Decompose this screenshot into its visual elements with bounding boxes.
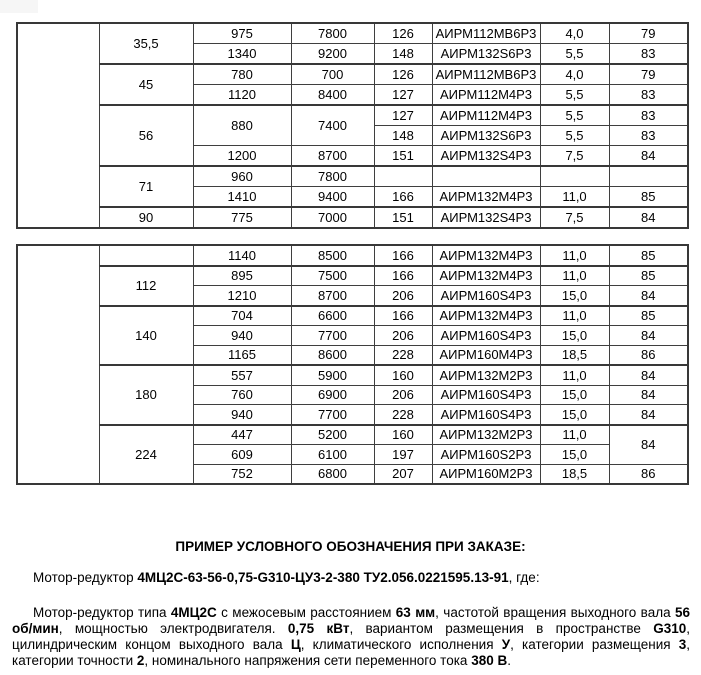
motor-type-cell: АИРМ112М4Р3 bbox=[432, 85, 540, 106]
motor-type-cell: АИРМ160S4Р3 bbox=[432, 286, 540, 306]
table-cell: 126 bbox=[374, 23, 432, 44]
motor-type-cell: АИРМ112М4Р3 bbox=[432, 105, 540, 126]
table-cell: 557 bbox=[193, 365, 291, 385]
motor-type-cell: АИРМ132S4Р3 bbox=[432, 207, 540, 228]
table-cell: 7700 bbox=[291, 326, 374, 346]
table-cell: 895 bbox=[193, 266, 291, 286]
motor-type-cell: АИРМ160S2Р3 bbox=[432, 445, 540, 465]
motor-type-cell: АИРМ112МВ6Р3 bbox=[432, 64, 540, 85]
table-cell: 6900 bbox=[291, 385, 374, 405]
table-cell: 83 bbox=[609, 126, 688, 146]
table-cell: 206 bbox=[374, 385, 432, 405]
table-cell: 7,5 bbox=[540, 207, 609, 228]
table-cell: 79 bbox=[609, 23, 688, 44]
table-cell: 15,0 bbox=[540, 385, 609, 405]
table-cell: 7500 bbox=[291, 266, 374, 286]
table-cell: 160 bbox=[374, 365, 432, 385]
designation-description bbox=[12, 605, 690, 669]
table-cell: 15,0 bbox=[540, 445, 609, 465]
empty-speed-cell bbox=[99, 245, 193, 266]
table-cell: 148 bbox=[374, 126, 432, 146]
empty-cell bbox=[432, 166, 540, 187]
table-cell: 5900 bbox=[291, 365, 374, 385]
table-cell: 8500 bbox=[291, 245, 374, 266]
motor-type-cell: АИРМ160S4Р3 bbox=[432, 326, 540, 346]
table-cell: 752 bbox=[193, 464, 291, 484]
desc-segment: 63 мм bbox=[395, 605, 436, 620]
desc-segment: У bbox=[501, 637, 511, 652]
table-cell: 228 bbox=[374, 405, 432, 425]
speed-cell: 71 bbox=[99, 166, 193, 207]
table-cell: 15,0 bbox=[540, 286, 609, 306]
desc-segment: 2 bbox=[136, 653, 145, 668]
motor-type-cell: АИРМ160S4Р3 bbox=[432, 385, 540, 405]
empty-left-cell bbox=[17, 23, 99, 228]
table-cell: 228 bbox=[374, 345, 432, 365]
table-cell: 85 bbox=[609, 266, 688, 286]
table-cell: 5,5 bbox=[540, 44, 609, 65]
table-cell: 85 bbox=[609, 306, 688, 326]
table-cell: 151 bbox=[374, 207, 432, 228]
table-cell: 166 bbox=[374, 306, 432, 326]
table-cell: 4,0 bbox=[540, 23, 609, 44]
table-row bbox=[17, 266, 688, 286]
table-cell: 6600 bbox=[291, 306, 374, 326]
desc-segment: , номинального напряжения сети переменного тока bbox=[144, 653, 472, 668]
empty-left-cell bbox=[17, 245, 99, 484]
desc-segment: , цилиндрическим концом выходного вала bbox=[12, 621, 690, 652]
table-cell: 85 bbox=[609, 187, 688, 208]
table-cell: 5,5 bbox=[540, 85, 609, 106]
table-row bbox=[17, 306, 688, 326]
desc-segment: , категории размещения bbox=[510, 637, 679, 652]
motor-type-cell: АИРМ132М4Р3 bbox=[432, 266, 540, 286]
table-row bbox=[17, 365, 688, 385]
desc-segment: , частотой вращения выходного вала bbox=[435, 605, 675, 620]
table-cell: 11,0 bbox=[540, 365, 609, 385]
table-cell: 83 bbox=[609, 44, 688, 65]
scan-edge-artifact bbox=[0, 0, 38, 13]
table-cell: 11,0 bbox=[540, 187, 609, 208]
table-row bbox=[17, 207, 688, 228]
table-cell: 975 bbox=[193, 23, 291, 44]
motor-type-cell: АИРМ160S4Р3 bbox=[432, 405, 540, 425]
speed-cell: 35,5 bbox=[99, 23, 193, 64]
desc-segment: , вариантом размещения в пространстве bbox=[349, 621, 654, 636]
table-cell: 15,0 bbox=[540, 405, 609, 425]
table-cell: 1210 bbox=[193, 286, 291, 306]
empty-cell bbox=[374, 166, 432, 187]
speed-cell: 90 bbox=[99, 207, 193, 228]
table-cell: 84 bbox=[609, 385, 688, 405]
desc-segment: 4МЦ2С bbox=[170, 605, 217, 620]
table-cell: 84 bbox=[609, 425, 688, 465]
desc-segment: с межосевым расстоянием bbox=[216, 605, 396, 620]
table-cell: 447 bbox=[193, 425, 291, 445]
table-cell: 206 bbox=[374, 326, 432, 346]
table-cell: 83 bbox=[609, 105, 688, 126]
table-row bbox=[17, 105, 688, 126]
table-cell: 9200 bbox=[291, 44, 374, 65]
table-cell: 83 bbox=[609, 85, 688, 106]
table-cell: 151 bbox=[374, 146, 432, 167]
desc-segment: 380 В bbox=[471, 653, 508, 668]
table-cell: 11,0 bbox=[540, 425, 609, 445]
table-cell: 609 bbox=[193, 445, 291, 465]
empty-cell bbox=[540, 166, 609, 187]
speed-cell: 112 bbox=[99, 266, 193, 306]
table-cell: 700 bbox=[291, 64, 374, 85]
motor-type-cell: АИРМ132М4Р3 bbox=[432, 306, 540, 326]
table-cell: 940 bbox=[193, 405, 291, 425]
table-cell: 6800 bbox=[291, 464, 374, 484]
desc-segment: Ц bbox=[290, 637, 301, 652]
speed-cell: 140 bbox=[99, 306, 193, 366]
table-cell: 7,5 bbox=[540, 146, 609, 167]
table-cell: 1120 bbox=[193, 85, 291, 106]
table-cell: 4,0 bbox=[540, 64, 609, 85]
order-prefix: Мотор-редуктор bbox=[33, 570, 138, 585]
table-row bbox=[17, 23, 688, 44]
table-cell: 84 bbox=[609, 405, 688, 425]
speed-cell: 224 bbox=[99, 425, 193, 485]
table-cell: 166 bbox=[374, 266, 432, 286]
motor-type-cell: АИРМ160М2Р3 bbox=[432, 464, 540, 484]
table-cell: 11,0 bbox=[540, 306, 609, 326]
table-cell: 84 bbox=[609, 365, 688, 385]
table-cell: 18,5 bbox=[540, 345, 609, 365]
table-cell: 7400 bbox=[291, 105, 374, 146]
table-cell: 84 bbox=[609, 207, 688, 228]
table-cell: 15,0 bbox=[540, 326, 609, 346]
gear-ratio-table-lower bbox=[16, 244, 689, 485]
motor-type-cell: АИРМ112МВ6Р3 bbox=[432, 23, 540, 44]
desc-segment: 0,75 кВт bbox=[287, 621, 350, 636]
motor-type-cell: АИРМ132М4Р3 bbox=[432, 245, 540, 266]
table-cell: 206 bbox=[374, 286, 432, 306]
table-cell: 1410 bbox=[193, 187, 291, 208]
desc-segment: 56 об/мин bbox=[12, 605, 690, 636]
table-cell: 166 bbox=[374, 187, 432, 208]
table-cell: 166 bbox=[374, 245, 432, 266]
desc-segment: Мотор-редуктор типа bbox=[33, 605, 171, 620]
table-cell: 780 bbox=[193, 64, 291, 85]
table-cell: 18,5 bbox=[540, 464, 609, 484]
table-cell: 1140 bbox=[193, 245, 291, 266]
table-cell: 84 bbox=[609, 286, 688, 306]
table-cell: 8700 bbox=[291, 286, 374, 306]
table-cell: 84 bbox=[609, 326, 688, 346]
table-cell: 880 bbox=[193, 105, 291, 146]
table-cell: 8600 bbox=[291, 345, 374, 365]
table-cell: 127 bbox=[374, 85, 432, 106]
desc-segment: G310 bbox=[653, 621, 687, 636]
table-cell: 1200 bbox=[193, 146, 291, 167]
motor-type-cell: АИРМ132S4Р3 bbox=[432, 146, 540, 167]
table-cell: 127 bbox=[374, 105, 432, 126]
example-order-title: ПРИМЕР УСЛОВНОГО ОБОЗНАЧЕНИЯ ПРИ ЗАКАЗЕ: bbox=[175, 539, 526, 554]
table-cell: 775 bbox=[193, 207, 291, 228]
order-designation-line bbox=[12, 570, 690, 585]
table-cell: 84 bbox=[609, 146, 688, 167]
motor-type-cell: АИРМ132М2Р3 bbox=[432, 365, 540, 385]
table-cell: 85 bbox=[609, 245, 688, 266]
table-cell: 5200 bbox=[291, 425, 374, 445]
table-cell: 126 bbox=[374, 64, 432, 85]
table-cell: 1340 bbox=[193, 44, 291, 65]
table-row bbox=[17, 166, 688, 187]
table-cell: 160 bbox=[374, 425, 432, 445]
motor-type-cell: АИРМ132М2Р3 bbox=[432, 425, 540, 445]
desc-segment: , климатического исполнения bbox=[300, 637, 502, 652]
table-cell: 5,5 bbox=[540, 105, 609, 126]
table-row bbox=[17, 245, 688, 266]
table-cell: 7700 bbox=[291, 405, 374, 425]
table-cell: 7800 bbox=[291, 23, 374, 44]
table-cell: 6100 bbox=[291, 445, 374, 465]
table-cell: 1165 bbox=[193, 345, 291, 365]
desc-segment: 3 bbox=[678, 637, 687, 652]
motor-type-cell: АИРМ132М4Р3 bbox=[432, 187, 540, 208]
order-code: 4МЦ2С-63-56-0,75-G310-ЦУ3-2-380 ТУ2.056.0221595.13-91 bbox=[137, 570, 509, 585]
table-cell: 86 bbox=[609, 464, 688, 484]
table-row bbox=[17, 64, 688, 85]
table-cell: 704 bbox=[193, 306, 291, 326]
desc-segment: . bbox=[507, 653, 511, 668]
table-cell: 148 bbox=[374, 44, 432, 65]
order-suffix: , где: bbox=[508, 570, 540, 585]
empty-cell bbox=[609, 166, 688, 187]
table-cell: 5,5 bbox=[540, 126, 609, 146]
table-cell: 8700 bbox=[291, 146, 374, 167]
speed-cell: 56 bbox=[99, 105, 193, 166]
table-cell: 8400 bbox=[291, 85, 374, 106]
table-cell: 86 bbox=[609, 345, 688, 365]
gear-ratio-table-upper bbox=[16, 22, 689, 229]
table-cell: 197 bbox=[374, 445, 432, 465]
speed-cell: 45 bbox=[99, 64, 193, 105]
desc-segment: , категории точности bbox=[12, 637, 691, 668]
motor-type-cell: АИРМ160М4Р3 bbox=[432, 345, 540, 365]
table-cell: 760 bbox=[193, 385, 291, 405]
desc-segment: , мощностью электродвигателя. bbox=[58, 621, 288, 636]
table-cell: 11,0 bbox=[540, 266, 609, 286]
table-cell: 960 bbox=[193, 166, 291, 187]
table-cell: 940 bbox=[193, 326, 291, 346]
table-cell: 9400 bbox=[291, 187, 374, 208]
motor-type-cell: АИРМ132S6Р3 bbox=[432, 126, 540, 146]
table-cell: 11,0 bbox=[540, 245, 609, 266]
table-cell: 7000 bbox=[291, 207, 374, 228]
motor-type-cell: АИРМ132S6Р3 bbox=[432, 44, 540, 65]
table-cell: 7800 bbox=[291, 166, 374, 187]
table-row bbox=[17, 425, 688, 445]
table-cell: 79 bbox=[609, 64, 688, 85]
speed-cell: 180 bbox=[99, 365, 193, 425]
table-cell: 207 bbox=[374, 464, 432, 484]
